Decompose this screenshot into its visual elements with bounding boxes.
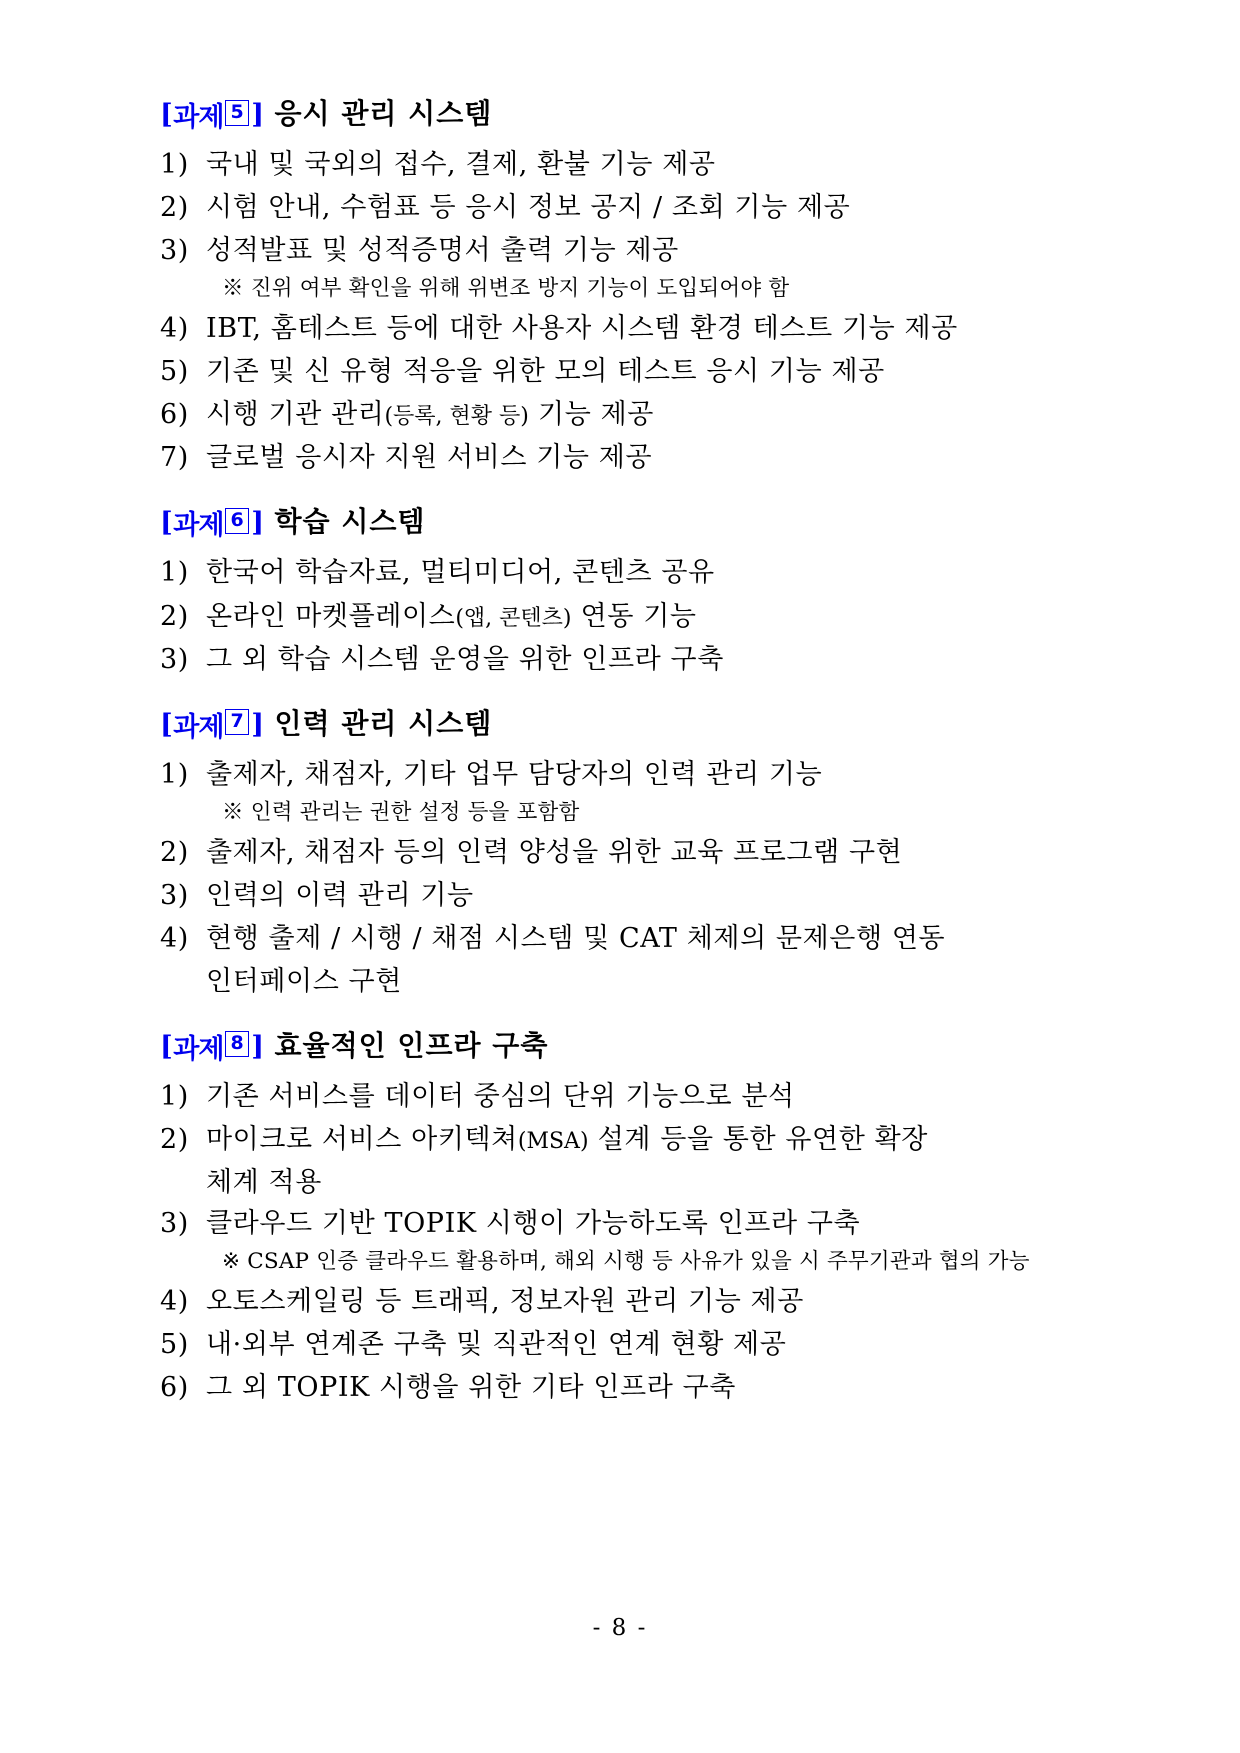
task-label: 과제: [173, 711, 224, 743]
task-number-badge: 5: [225, 100, 249, 126]
list-item-text: [206, 351, 1090, 392]
list-item-text-main: 내·외부 연계존 구축 및 직관적인 연계 현황 제공: [206, 1329, 787, 1361]
list-item: [160, 144, 1090, 185]
list-item-text: [206, 394, 1090, 435]
task-section: [160, 92, 1090, 478]
task-heading: [160, 1024, 1090, 1066]
list-item-text-main: 기존 서비스를 데이터 중심의 단위 기능으로 분석: [206, 1080, 795, 1112]
sections-container: [160, 92, 1090, 1408]
list-item-text: [206, 596, 1090, 637]
list-item-text: [206, 832, 1090, 873]
task-label: 과제: [173, 1033, 224, 1065]
list-item-marker: 4): [160, 922, 189, 954]
list-item-text-tail: 기능 제공: [528, 399, 654, 431]
list-item: [160, 1203, 1090, 1244]
task-section: [160, 702, 1090, 1002]
list-item-text: [206, 754, 1090, 795]
list-item-text-main: 국내 및 국외의 접수, 결제, 환불 기능 제공: [206, 149, 716, 180]
list-item-text: [206, 1076, 1090, 1117]
list-item-marker: 2): [160, 192, 189, 224]
list-item-text: [206, 639, 1090, 680]
list-item-marker: 1): [160, 1080, 189, 1112]
task-bracket-close: ]: [251, 1030, 265, 1062]
list-item: [160, 394, 1090, 435]
list-item: [160, 187, 1090, 228]
list-item-text-main: 오토스케일링 등 트래픽, 정보자원 관리 기능 제공: [206, 1286, 804, 1318]
list-item: [160, 918, 1090, 959]
list-item-marker: 5): [160, 356, 189, 388]
task-number-badge: 6: [225, 508, 249, 534]
task-bracket-open: [: [160, 507, 174, 539]
task-label: 과제: [173, 102, 224, 133]
list-item-marker: 3): [160, 879, 189, 911]
list-item: [160, 1119, 1090, 1160]
list-item-marker: 1): [160, 149, 189, 180]
list-item: [160, 437, 1090, 478]
list-item: [160, 639, 1090, 680]
list-item-text: [206, 918, 1090, 959]
list-item: [160, 230, 1090, 271]
list-item-text-tail: 연동 기능: [571, 600, 697, 632]
list-item-marker: 3): [160, 1208, 189, 1240]
task-bracket-close: ]: [251, 507, 265, 539]
list-item-text-main: 현행 출제 / 시행 / 채점 시스템 및 CAT 체제의 문제은행 연동: [206, 922, 946, 954]
list-item-text-main: 마이크로 서비스 아키텍쳐: [206, 1124, 518, 1155]
task-section: [160, 500, 1090, 679]
list-item-text-main: 출제자, 채점자 등의 인력 양성을 위한 교육 프로그램 구현: [206, 836, 903, 868]
list-item-text-main: 출제자, 채점자, 기타 업무 담당자의 인력 관리 기능: [206, 758, 823, 790]
task-bracket-close: ]: [251, 708, 265, 740]
task-title: 응시 관리 시스템: [274, 97, 493, 130]
list-item-text: [206, 144, 1090, 185]
list-item-continuation: 인터페이스 구현: [206, 965, 402, 997]
list-item: [160, 308, 1090, 349]
list-item-marker: 5): [160, 1329, 189, 1361]
list-item-marker: 3): [160, 643, 189, 675]
list-item: [160, 1324, 1090, 1365]
task-tag: [160, 95, 264, 134]
list-item-text: [206, 552, 1090, 593]
list-item-text-main: 그 외 TOPIK 시행을 위한 기타 인프라 구축: [206, 1372, 736, 1404]
list-item-marker: 3): [160, 235, 189, 267]
list-item: [160, 875, 1090, 916]
task-heading: [160, 702, 1090, 744]
task-bracket-close: ]: [251, 99, 265, 130]
task-title: 학습 시스템: [274, 505, 426, 539]
list-item: [160, 596, 1090, 637]
list-item-text-tail: 설계 등을 통한 유연한 확장: [588, 1124, 928, 1155]
list-item-text-main: 성적발표 및 성적증명서 출력 기능 제공: [206, 235, 679, 267]
list-item-text: [206, 875, 1090, 916]
list-item: [160, 832, 1090, 873]
list-item-marker: 2): [160, 1124, 189, 1155]
list-item-parenthetical: (등록, 현황 등): [384, 404, 529, 430]
task-label: 과제: [173, 510, 224, 542]
list-item-continuation: 체계 적용: [206, 1167, 322, 1199]
list-item-text: [206, 1324, 1090, 1365]
task-bracket-open: [: [160, 1030, 174, 1062]
list-item: [160, 351, 1090, 392]
list-item-text-main: 시험 안내, 수험표 등 응시 정보 공지 / 조회 기능 제공: [206, 192, 851, 224]
task-title: 효율적인 인프라 구축: [274, 1028, 549, 1062]
task-heading: [160, 500, 1090, 542]
task-number-badge: 7: [225, 709, 249, 735]
list-item-text-main: 클라우드 기반 TOPIK 시행이 가능하도록 인프라 구축: [206, 1208, 861, 1240]
item-note: ※ 인력 관리는 권한 설정 등을 포함함: [222, 799, 580, 825]
list-item-marker: 4): [160, 1286, 189, 1318]
page-number: - 8 -: [592, 1615, 648, 1641]
list-item-text-main: 온라인 마켓플레이스: [206, 600, 456, 632]
task-title: 인력 관리 시스템: [274, 706, 493, 740]
list-item-text-main: 기존 및 신 유형 적응을 위한 모의 테스트 응시 기능 제공: [206, 356, 885, 388]
list-item-text: [206, 1119, 1090, 1160]
task-tag: [160, 503, 264, 542]
list-item-text: [206, 1203, 1090, 1244]
list-item-parenthetical: (MSA): [517, 1129, 589, 1154]
task-section: [160, 1024, 1090, 1408]
list-item-text-main: 인력의 이력 관리 기능: [206, 879, 474, 911]
list-item-text-main: IBT, 홈테스트 등에 대한 사용자 시스템 환경 테스트 기능 제공: [206, 313, 958, 345]
list-item-text: [206, 437, 1090, 478]
list-item: [160, 552, 1090, 593]
list-item-marker: 1): [160, 758, 189, 790]
list-item: [160, 754, 1090, 795]
list-item-text-main: 글로벌 응시자 지원 서비스 기능 제공: [206, 442, 653, 474]
list-item: [160, 1076, 1090, 1117]
item-note: ※ 진위 여부 확인을 위해 위변조 방지 기능이 도입되어야 함: [222, 276, 790, 302]
task-tag: [160, 1027, 264, 1066]
task-bracket-open: [: [160, 708, 174, 740]
list-item-text: [206, 1281, 1090, 1322]
list-item-marker: 7): [160, 442, 189, 474]
task-bracket-open: [: [160, 99, 174, 130]
task-tag: [160, 705, 264, 744]
list-item-marker: 6): [160, 1372, 189, 1404]
list-item-text-main: 시행 기관 관리: [206, 399, 385, 431]
list-item-parenthetical: (앱, 콘텐츠): [455, 605, 572, 631]
list-item: [160, 1367, 1090, 1408]
list-item-text-main: 한국어 학습자료, 멀티미디어, 콘텐츠 공유: [206, 557, 715, 589]
list-item-marker: 4): [160, 313, 189, 345]
task-heading: [160, 92, 1090, 134]
list-item-marker: 2): [160, 836, 189, 868]
list-item-text: [206, 1367, 1090, 1408]
list-item: [160, 1281, 1090, 1322]
list-item-text-main: 그 외 학습 시스템 운영을 위한 인프라 구축: [206, 643, 724, 675]
list-item-text: [206, 308, 1090, 349]
list-item-marker: 2): [160, 600, 189, 632]
list-item-marker: 1): [160, 557, 189, 589]
list-item-text: [206, 187, 1090, 228]
task-number-badge: 8: [225, 1031, 249, 1057]
list-item-marker: 6): [160, 399, 189, 431]
item-note: ※ CSAP 인증 클라우드 활용하며, 해외 시행 등 사유가 있을 시 주무기관과 협의 가능: [222, 1249, 1030, 1275]
list-item-text: [206, 230, 1090, 271]
